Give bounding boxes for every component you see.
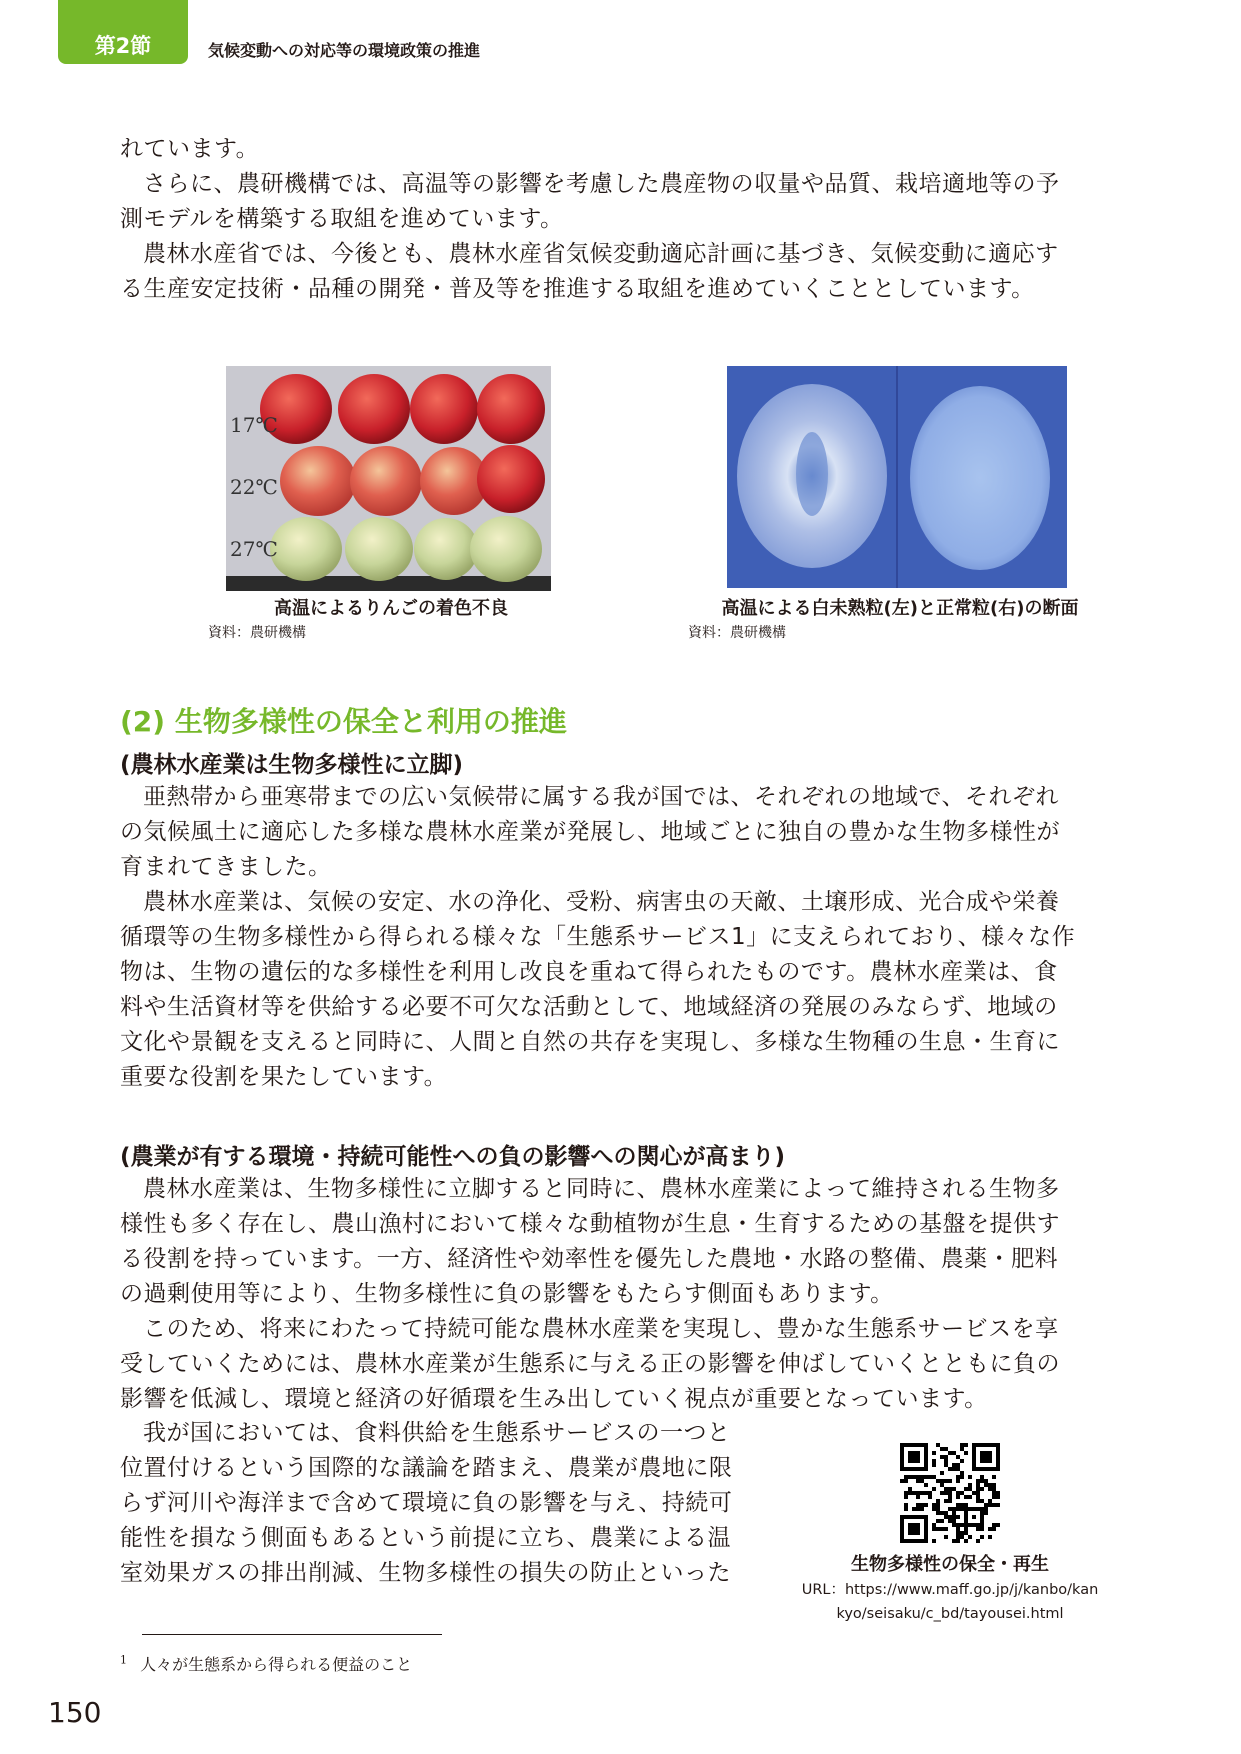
intro-line: さらに、農研機構では、高温等の影響を考慮した農産物の収量や品質、栽培適地等の予: [143, 171, 1060, 197]
sub2-line: 影響を低減し、環境と経済の好循環を生み出していく視点が重要となっています。: [120, 1386, 988, 1412]
page-number: 150: [48, 1696, 102, 1729]
qr-url[interactable]: [775, 1578, 1125, 1626]
sub2-narrow-line: 位置付けるという国際的な議論を踏まえ、農業が農地に限: [120, 1455, 733, 1481]
section-tab: [58, 0, 188, 64]
qr-title: 生物多様性の保全・再生: [851, 1554, 1049, 1575]
footnote-mark: 1: [120, 1653, 127, 1667]
sub2-narrow-text: [120, 1416, 770, 1591]
section-heading: (2) 生物多様性の保全と利用の推進: [120, 705, 567, 738]
temp-label-17: 17℃: [230, 413, 278, 437]
qr-url-line1: URL：https://www.maff.go.jp/j/kanbo/kan: [801, 1582, 1099, 1598]
sub1-line: の気候風土に適応した多様な農林水産業が発展し、地域ごとに独自の豊かな生物多様性が: [120, 819, 1060, 845]
subheading-negative-impact: (農業が有する環境・持続可能性への負の影響への関心が高まり): [120, 1144, 786, 1170]
sub2-narrow-line: 我が国においては、食料供給を生態系サービスの一つと: [143, 1420, 731, 1446]
qr-url-line2: kyo/seisaku/c_bd/tayousei.html: [836, 1606, 1064, 1622]
sub2-line: の過剰使用等により、生物多様性に負の影響をもたらす側面もあります。: [120, 1281, 894, 1307]
sub2-narrow-line: 室効果ガスの排出削減、生物多様性の損失の防止といった: [120, 1560, 731, 1586]
sub2-narrow-line: 能性を損なう側面もあるという前提に立ち、農業による温: [120, 1525, 731, 1551]
sub1-line: 重要な役割を果たしています。: [120, 1064, 448, 1090]
temp-label-27: 27℃: [230, 537, 278, 561]
sub2-line: 受していくためには、農林水産業が生態系に与える正の影響を伸ばしていくとともに負の: [120, 1351, 1060, 1377]
sub2-text: [120, 1172, 1120, 1417]
subheading-biodiversity-based: (農林水産業は生物多様性に立脚): [120, 752, 464, 778]
rice-source: 資料：農研機構: [688, 625, 786, 641]
intro-line: る生産安定技術・品種の開発・普及等を推進する取組を進めていくこととしています。: [120, 276, 1035, 302]
temp-label-22: 22℃: [230, 475, 278, 499]
sub1-line: 物は、生物の遺伝的な多様性を利用し改良を重ねて得られたものです。農林水産業は、食: [120, 959, 1058, 985]
apple-source: 資料：農研機構: [208, 625, 306, 641]
apple-photo: [226, 366, 551, 591]
intro-line: れています。: [120, 136, 260, 162]
rice-caption: 高温による白未熟粒(左)と正常粒(右)の断面: [721, 598, 1079, 619]
section-title: 気候変動への対応等の環境政策の推進: [208, 41, 481, 60]
sub1-text: [120, 780, 1120, 1095]
sub2-line: 様性も多く存在し、農山漁村において様々な動植物が生息・生育するための基盤を提供す: [120, 1211, 1060, 1237]
intro-line: 農林水産省では、今後とも、農林水産省気候変動適応計画に基づき、気候変動に適応す: [143, 241, 1059, 267]
sub1-line: 農林水産業は、気候の安定、水の浄化、受粉、病害虫の天敵、土壌形成、光合成や栄養: [143, 889, 1060, 915]
sub1-line: 文化や景観を支えると同時に、人間と自然の共存を実現し、多様な生物種の生息・生育に: [120, 1029, 1060, 1055]
rice-grain-photo: [727, 366, 1067, 588]
section-label: 第2節: [94, 34, 152, 58]
qr-code[interactable]: [900, 1443, 1000, 1547]
sub1-line: 育まれてきました。: [120, 854, 332, 880]
footnote: [120, 1652, 412, 1675]
sub1-line: 料や生活資材等を供給する必要不可欠な活動として、地域経済の発展のみならず、地域の: [120, 994, 1058, 1020]
sub1-line: 循環等の生物多様性から得られる様々な「生態系サービス1」に支えられており、様々な作: [120, 924, 1076, 950]
intro-line: 測モデルを構築する取組を進めています。: [120, 206, 564, 232]
footnote-text: 人々が生態系から得られる便益のこと: [140, 1655, 413, 1674]
sub1-line: 亜熱帯から亜寒帯までの広い気候帯に属する我が国では、それぞれの地域で、それぞれ: [143, 784, 1060, 810]
sub2-narrow-line: らず河川や海洋まで含めて環境に負の影響を与え、持続可: [120, 1490, 733, 1516]
sub2-line: 農林水産業は、生物多様性に立脚すると同時に、農林水産業によって維持される生物多: [143, 1176, 1060, 1202]
apple-caption: 高温によるりんごの着色不良: [274, 598, 508, 619]
footnote-rule: [142, 1634, 442, 1635]
sub2-line: このため、将来にわたって持続可能な農林水産業を実現し、豊かな生態系サービスを享: [143, 1316, 1059, 1342]
sub2-line: る役割を持っています。一方、経済性や効率性を優先した農地・水路の整備、農薬・肥料: [120, 1246, 1059, 1272]
intro-text: [120, 132, 1120, 307]
